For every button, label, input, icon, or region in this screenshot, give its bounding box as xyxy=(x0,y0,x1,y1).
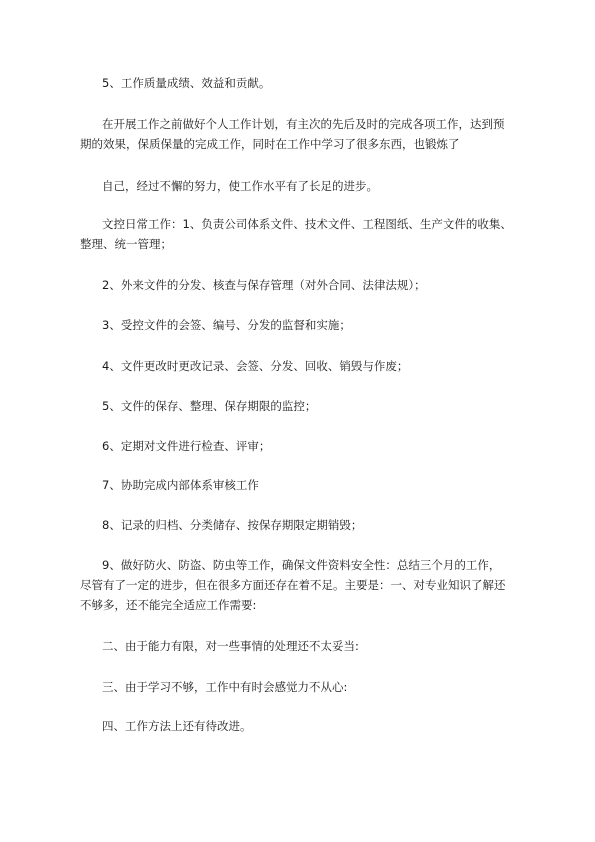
text-line: 9、做好防火、防盗、防虫等工作，确保文件资料安全性：总结三个月的工作， xyxy=(102,558,501,572)
paragraph-4 xyxy=(80,214,530,254)
text-line: 文控日常工作：1、负责公司体系文件、技术文件、工程图纸、生产文件的收集、 xyxy=(102,217,512,231)
paragraph-9 xyxy=(80,436,530,456)
text-line: 四、工作方法上还有待改进。 xyxy=(102,719,252,733)
text-line: 2、外来文件的分发、核查与保存管理（对外合同、法律法规）； xyxy=(102,278,426,292)
text-line: 尽管有了一定的进步，但在很多方面还存在着不足。主要是：一、对专业知识了解还 xyxy=(80,578,506,592)
paragraph-5 xyxy=(80,275,530,295)
paragraph-1 xyxy=(80,73,530,93)
text-line: 在开展工作之前做好个人工作计划，有主次的先后及时的完成各项工作，达到预 xyxy=(102,117,505,131)
text-line: 三、由于学习不够，工作中有时会感觉力不从心: xyxy=(102,680,348,694)
paragraph-2 xyxy=(80,114,530,154)
text-line: 7、协助完成内部体系审核工作 xyxy=(102,478,259,492)
text-line: 3、受控文件的会签、编号、分发的监督和实施； xyxy=(102,318,351,332)
text-line: 6、定期对文件进行检查、评审； xyxy=(102,439,271,453)
paragraph-10 xyxy=(80,475,530,495)
text-line: 自己，经过不懈的努力，使工作水平有了长足的进步。 xyxy=(102,179,378,193)
text-line: 二、由于能力有限，对一些事情的处理还不太妥当: xyxy=(102,639,359,653)
text-line: 4、文件更改时更改记录、会签、分发、回收、销毁与作废； xyxy=(102,359,409,373)
paragraph-13 xyxy=(80,636,530,656)
paragraph-11 xyxy=(80,515,530,535)
paragraph-3 xyxy=(80,176,530,196)
text-line: 期的效果，保质保量的完成工作，同时在工作中学习了很多东西，也锻炼了 xyxy=(80,137,460,151)
text-line: 不够多，还不能完全适应工作需要: xyxy=(80,598,257,612)
paragraph-14 xyxy=(80,677,530,697)
paragraph-6 xyxy=(80,315,530,335)
text-line: 整理、统一管理； xyxy=(80,237,172,251)
paragraph-15 xyxy=(80,716,530,736)
paragraph-12 xyxy=(80,555,530,615)
text-line: 8、记录的归档、分类储存、按保存期限定期销毁； xyxy=(102,518,363,532)
text-line: 5、工作质量成绩、效益和贡献。 xyxy=(102,76,271,90)
paragraph-7 xyxy=(80,356,530,376)
text-line: 5、文件的保存、整理、保存期限的监控； xyxy=(102,399,317,413)
paragraph-8 xyxy=(80,396,530,416)
